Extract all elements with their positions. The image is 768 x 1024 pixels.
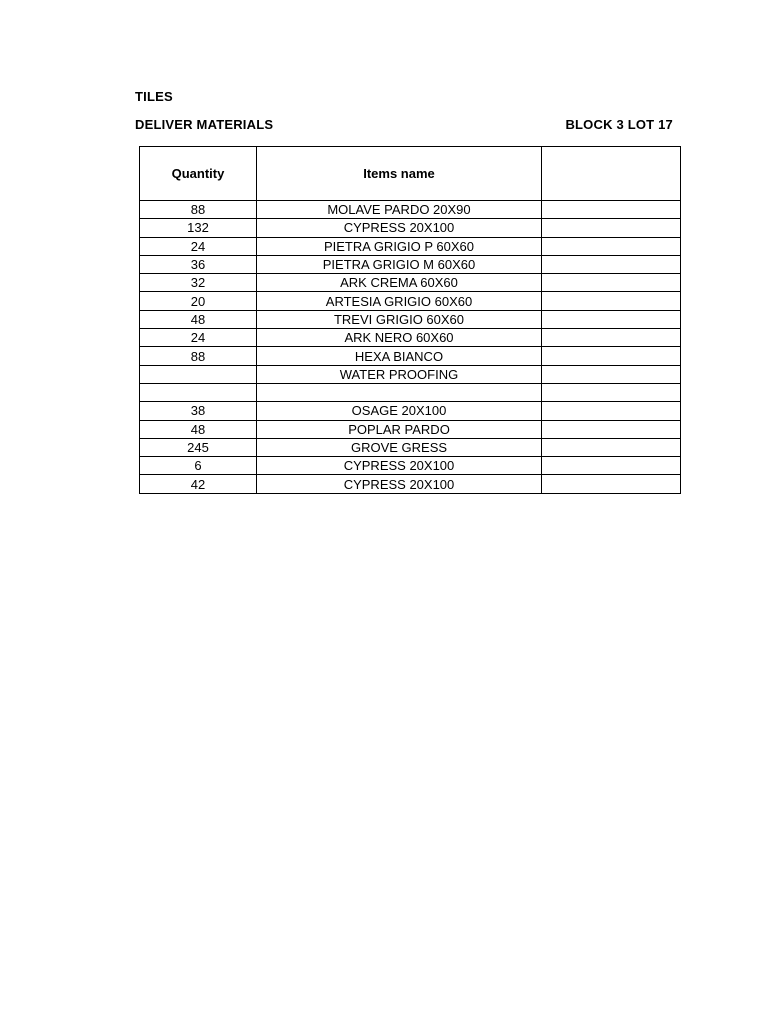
block-lot-label: BLOCK 3 LOT 17 — [565, 117, 673, 132]
item-name-cell: ARK CREMA 60X60 — [257, 274, 542, 292]
quantity-cell — [140, 383, 257, 401]
table-row — [140, 274, 681, 292]
quantity-cell: 24 — [140, 329, 257, 347]
table-row — [140, 201, 681, 219]
extra-cell — [542, 347, 681, 365]
extra-cell — [542, 365, 681, 383]
extra-cell — [542, 438, 681, 456]
materials-table — [139, 146, 681, 494]
item-name-cell: ARK NERO 60X60 — [257, 329, 542, 347]
item-name-cell: TREVI GRIGIO 60X60 — [257, 310, 542, 328]
item-name-cell: CYPRESS 20X100 — [257, 475, 542, 493]
extra-cell — [542, 274, 681, 292]
quantity-cell: 245 — [140, 438, 257, 456]
quantity-cell: 88 — [140, 201, 257, 219]
quantity-cell: 48 — [140, 310, 257, 328]
item-name-cell — [257, 383, 542, 401]
document-subtitle: DELIVER MATERIALS — [135, 117, 274, 132]
item-name-cell: GROVE GRESS — [257, 438, 542, 456]
quantity-cell: 132 — [140, 219, 257, 237]
item-name-cell: CYPRESS 20X100 — [257, 219, 542, 237]
header-item-name: Items name — [257, 147, 542, 201]
extra-cell — [542, 475, 681, 493]
quantity-cell — [140, 365, 257, 383]
quantity-cell: 24 — [140, 237, 257, 255]
extra-cell — [542, 292, 681, 310]
table-row — [140, 255, 681, 273]
extra-cell — [542, 237, 681, 255]
table-row — [140, 475, 681, 493]
table-row — [140, 292, 681, 310]
table-row — [140, 365, 681, 383]
table-row — [140, 383, 681, 401]
extra-cell — [542, 420, 681, 438]
quantity-cell: 48 — [140, 420, 257, 438]
extra-cell — [542, 383, 681, 401]
quantity-cell: 6 — [140, 457, 257, 475]
table-row — [140, 402, 681, 420]
quantity-cell: 20 — [140, 292, 257, 310]
quantity-cell: 32 — [140, 274, 257, 292]
extra-cell — [542, 457, 681, 475]
quantity-cell: 88 — [140, 347, 257, 365]
header-extra — [542, 147, 681, 201]
extra-cell — [542, 310, 681, 328]
table-row — [140, 219, 681, 237]
table-row — [140, 457, 681, 475]
item-name-cell: WATER PROOFING — [257, 365, 542, 383]
table-row — [140, 438, 681, 456]
materials-table-body — [140, 201, 681, 494]
table-header-row — [140, 147, 681, 201]
item-name-cell: PIETRA GRIGIO M 60X60 — [257, 255, 542, 273]
item-name-cell: CYPRESS 20X100 — [257, 457, 542, 475]
document-title: TILES — [135, 89, 173, 104]
extra-cell — [542, 201, 681, 219]
header-quantity: Quantity — [140, 147, 257, 201]
table-row — [140, 310, 681, 328]
extra-cell — [542, 329, 681, 347]
table-row — [140, 347, 681, 365]
item-name-cell: MOLAVE PARDO 20X90 — [257, 201, 542, 219]
extra-cell — [542, 402, 681, 420]
item-name-cell: ARTESIA GRIGIO 60X60 — [257, 292, 542, 310]
item-name-cell: POPLAR PARDO — [257, 420, 542, 438]
extra-cell — [542, 219, 681, 237]
item-name-cell: HEXA BIANCO — [257, 347, 542, 365]
table-row — [140, 329, 681, 347]
table-row — [140, 420, 681, 438]
extra-cell — [542, 255, 681, 273]
item-name-cell: PIETRA GRIGIO P 60X60 — [257, 237, 542, 255]
quantity-cell: 38 — [140, 402, 257, 420]
table-row — [140, 237, 681, 255]
item-name-cell: OSAGE 20X100 — [257, 402, 542, 420]
quantity-cell: 36 — [140, 255, 257, 273]
quantity-cell: 42 — [140, 475, 257, 493]
